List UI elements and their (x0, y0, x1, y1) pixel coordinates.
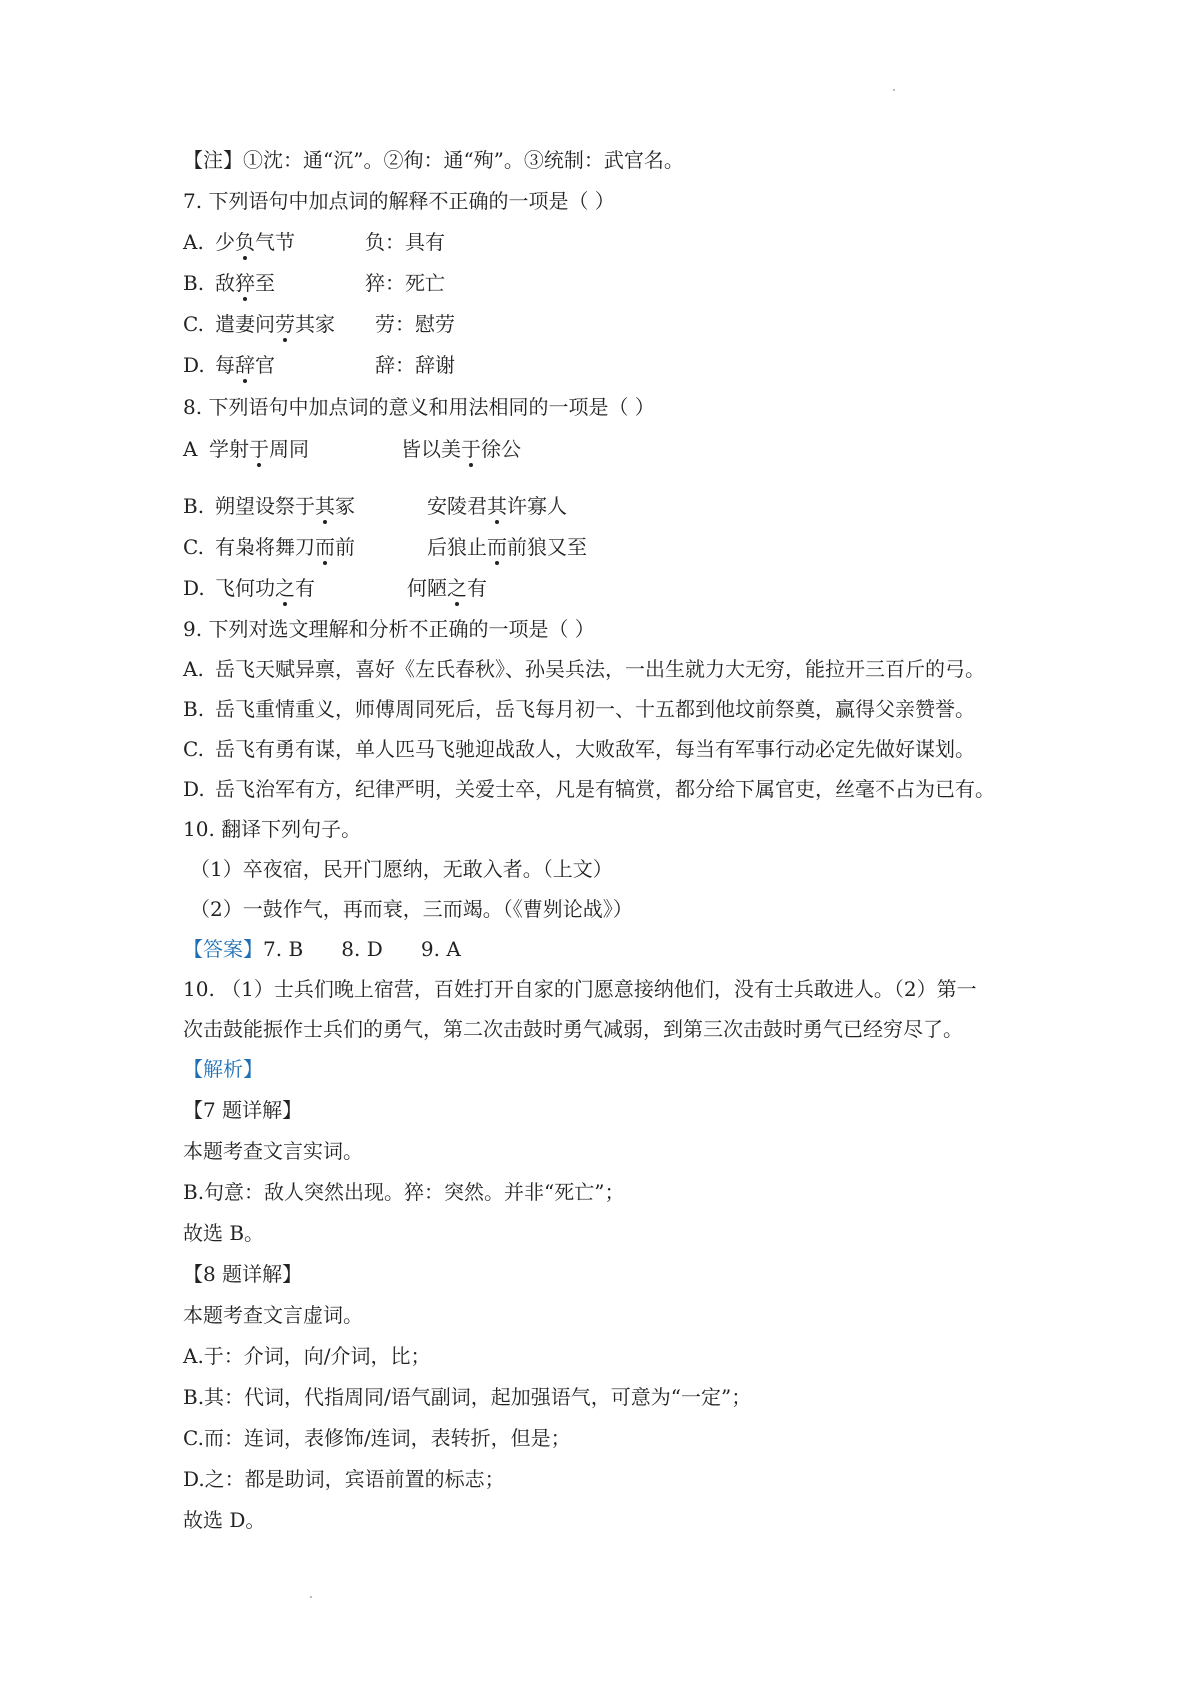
answer-line (183, 936, 461, 962)
q7-gloss: 猝：死亡 (365, 271, 445, 295)
q7-option-c: C. 遣妻问劳其家 劳：慰劳 (183, 312, 455, 336)
option-letter: A. (183, 230, 204, 254)
q10-stem: 10. 翻译下列句子。 (183, 817, 362, 841)
q10-item-1: （1）卒夜宿，民开门愿纳，无敢入者。（上文） (190, 857, 613, 881)
answer-label: 【答案】 (183, 937, 263, 961)
answer-q10-line-2: 次击鼓能振作士兵们的勇气，第二次击鼓时勇气减弱，到第三次击鼓时勇气已经穷尽了。 (183, 1017, 963, 1041)
q7-detail-line: 本题考查文言实词。 (183, 1139, 363, 1163)
q9-option-b (183, 696, 975, 722)
q7-option-b: B. 敌猝至 猝：死亡 (183, 271, 445, 295)
q7-option-a: A. 少负气节 负：具有 (183, 230, 445, 254)
q8-option-a: A 学射于周同 皆以美于徐公 (183, 437, 521, 461)
option-letter: C. (183, 535, 204, 559)
q8-detail-line: 本题考查文言虚词。 (183, 1303, 363, 1327)
analysis-label: 【解析】 (183, 1057, 263, 1081)
scan-speck-top (893, 89, 895, 91)
note-line: 【注】①沈：通“沉”。②徇：通“殉”。③统制：武官名。 (183, 148, 684, 172)
q7-detail-line: B.句意：敌人突然出现。猝：突然。并非“死亡”； (183, 1180, 625, 1204)
q8-detail-line: B.其：代词，代指周同/语气副词，起加强语气，可意为“一定”； (183, 1385, 752, 1409)
answer-text: 7. B 8. D 9. A (263, 937, 461, 961)
q8-stem: 8. 下列语句中加点词的意义和用法相同的一项是（ ） (183, 395, 655, 419)
q7-gloss: 负：具有 (365, 230, 445, 254)
option-letter: C. (183, 737, 204, 761)
answer-q10-line-1: 10. （1）士兵们晚上宿营，百姓打开自家的门愿意接纳他们，没有士兵敢进人。（2）第一 (183, 977, 977, 1001)
q8-option-d: D. 飞何功之有 何陋之有 (183, 576, 487, 600)
q7-detail-line: 故选 B。 (183, 1221, 265, 1245)
scan-speck-bottom (310, 1596, 312, 1598)
q8-detail-line: A.于：介词，向/介词，比； (183, 1344, 431, 1368)
option-letter: B. (183, 494, 205, 518)
q10-item-2: （2）一鼓作气，再而衰，三而竭。（《曹刿论战》） (190, 897, 633, 921)
q8-detail-heading: 【8 题详解】 (183, 1262, 303, 1286)
option-letter: A (183, 437, 198, 461)
option-letter: D. (183, 353, 205, 377)
option-letter: D. (183, 777, 205, 801)
option-letter: B. (183, 271, 205, 295)
option-letter: C. (183, 312, 204, 336)
q8-detail-line: D.之：都是助词，宾语前置的标志； (183, 1467, 505, 1491)
q8-option-b: B. 朔望设祭于其冢 安陵君其许寡人 (183, 494, 567, 518)
q9-stem: 9. 下列对选文理解和分析不正确的一项是（ ） (183, 617, 595, 641)
q9-option-a (183, 656, 985, 682)
q9-option-d (183, 776, 995, 802)
q7-option-d: D. 每辞官 辞：辞谢 (183, 353, 455, 377)
q7-gloss: 辞：辞谢 (375, 353, 455, 377)
q8-option-c: C. 有枭将舞刀而前 后狼止而前狼又至 (183, 535, 587, 559)
option-letter: B. (183, 697, 205, 721)
q9-option-c (183, 736, 975, 762)
q8-detail-line: 故选 D。 (183, 1508, 266, 1532)
q7-stem: 7. 下列语句中加点词的解释不正确的一项是（ ） (183, 189, 615, 213)
option-text: 岳飞重情重义，师傅周同死后，岳飞每月初一、十五都到他坟前祭奠，赢得父亲赞誉。 (215, 697, 975, 721)
option-letter: D. (183, 576, 205, 600)
option-text: 岳飞天赋异禀，喜好《左氏春秋》、孙吴兵法，一出生就力大无穷，能拉开三百斤的弓。 (215, 657, 985, 681)
q7-gloss: 劳：慰劳 (375, 312, 455, 336)
option-letter: A. (183, 657, 204, 681)
q8-detail-line: C.而：连词，表修饰/连词，表转折，但是； (183, 1426, 571, 1450)
q7-detail-heading: 【7 题详解】 (183, 1098, 303, 1122)
option-text: 岳飞治军有方，纪律严明，关爱士卒，凡是有犒赏，都分给下属官吏，丝毫不占为已有。 (215, 777, 995, 801)
option-text: 岳飞有勇有谋，单人匹马飞驰迎战敌人，大败敌军，每当有军事行动必定先做好谋划。 (215, 737, 975, 761)
